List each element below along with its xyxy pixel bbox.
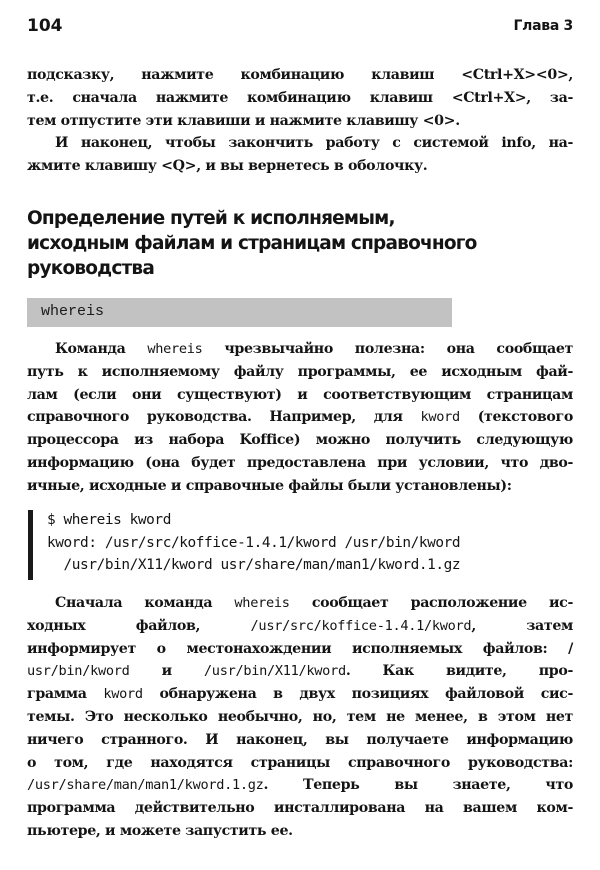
text-line: тем отпустите эти клавиши и нажмите клавишу <0>.: [27, 112, 460, 129]
text-run: и: [129, 663, 204, 680]
paragraph-whereis-description: [27, 338, 573, 498]
text-line: [27, 660, 573, 683]
text-line: [27, 384, 573, 407]
heading-line: Определение путей к исполняемым,: [27, 208, 395, 229]
inline-code: /usr/src/koffice-1.4.1/kword: [250, 617, 472, 634]
text-run: , затем: [471, 617, 573, 634]
text-run: Команда: [55, 341, 148, 357]
inline-code: whereis: [147, 341, 203, 357]
text-run: путь к исполняемому файлу программы, ее исходным фай-: [27, 363, 573, 380]
text-line: [27, 452, 573, 475]
text-line: [27, 797, 573, 820]
heading-line: исходным файлам и страницам справочного: [27, 233, 477, 254]
inline-code: kword: [420, 409, 460, 426]
text-run: процессора из набора Koffice) можно получить следующую: [27, 432, 573, 449]
text-line: [27, 338, 573, 361]
text-run: информирует о местонахождении исполняемых файлов: /: [27, 640, 573, 657]
inline-code: whereis: [234, 595, 290, 611]
text-run: ходных файлов,: [27, 617, 251, 634]
text-line: [27, 429, 573, 452]
text-run: сообщает расположение ис-: [289, 595, 573, 611]
text-line: [27, 706, 573, 729]
text-run: справочного руководства. Например, для: [27, 409, 421, 426]
text-line: [27, 774, 573, 797]
text-line: [27, 683, 573, 706]
page-header: [27, 16, 573, 40]
text-line: [27, 820, 573, 843]
command-name: whereis: [41, 303, 105, 320]
command-bar: [27, 298, 452, 327]
text-run: о том, где находятся страницы справочного руководства:: [27, 754, 573, 771]
inline-code: usr/bin/kword: [27, 663, 130, 680]
code-line: $ whereis kword: [47, 512, 171, 528]
page-number: 104: [27, 16, 63, 36]
text-run: (текстового: [459, 409, 573, 426]
code-line: kword: /usr/src/koffice-1.4.1/kword /usr/bin/kword: [47, 534, 461, 551]
text-run: информацию (она будет предоставлена при условии, что дво-: [27, 454, 573, 471]
text-run: . Как видите, про-: [345, 663, 574, 680]
text-line: [27, 615, 573, 638]
code-line: /usr/bin/X11/kword usr/share/man/man1/kword.1.gz: [47, 557, 461, 573]
text-line: И наконец, чтобы закончить работу с системой info, на-: [55, 135, 573, 152]
text-line: [27, 638, 573, 661]
paragraph-whereis-explanation: [27, 592, 573, 843]
text-run: грамма: [27, 686, 104, 703]
intro-paragraph: [27, 64, 573, 178]
text-line: [27, 752, 573, 775]
text-run: Сначала команда: [55, 595, 235, 611]
text-line: т.е. сначала нажмите комбинацию клавиш <Ctrl+X>, за-: [27, 89, 573, 106]
text-line: жмите клавишу <Q>, и вы вернетесь в оболочку.: [27, 158, 428, 175]
text-run: ничего странного. И наконец, вы получаете информацию: [27, 731, 573, 748]
text-run: пьютере, и можете запустить ее.: [27, 822, 293, 839]
code-block: [27, 509, 573, 581]
inline-code: /usr/share/man/man1/kword.1.gz: [27, 777, 264, 794]
text-run: чрезвычайно полезна: она сообщает: [202, 341, 574, 357]
text-run: обнаружена в двух позициях файловой сис-: [142, 686, 574, 703]
text-line: [27, 729, 573, 752]
inline-code: kword: [103, 686, 143, 703]
text-line: [27, 361, 573, 384]
heading-line: руководства: [27, 258, 155, 279]
text-run: темы. Это несколько необычно, но, тем не менее, в этом нет: [27, 708, 573, 725]
section-heading: [27, 206, 547, 281]
code-lines: [47, 509, 460, 577]
chapter-label: Глава 3: [513, 18, 573, 34]
text-run: ичные, исходные и справочные файлы были установлены):: [27, 477, 512, 494]
text-line: [27, 592, 573, 615]
inline-code: /usr/bin/X11/kword: [203, 663, 346, 680]
text-run: лам (если они существуют) и соответствующим страницам: [27, 386, 573, 403]
code-block-rule: [28, 510, 33, 580]
text-line: [27, 406, 573, 429]
text-line: [27, 475, 573, 498]
text-line: подсказку, нажмите комбинацию клавиш <Ctrl+X><0>,: [27, 67, 573, 83]
text-run: программа действительно инсталлирована на вашем ком-: [27, 800, 573, 817]
text-run: . Теперь вы знаете, что: [263, 777, 573, 794]
